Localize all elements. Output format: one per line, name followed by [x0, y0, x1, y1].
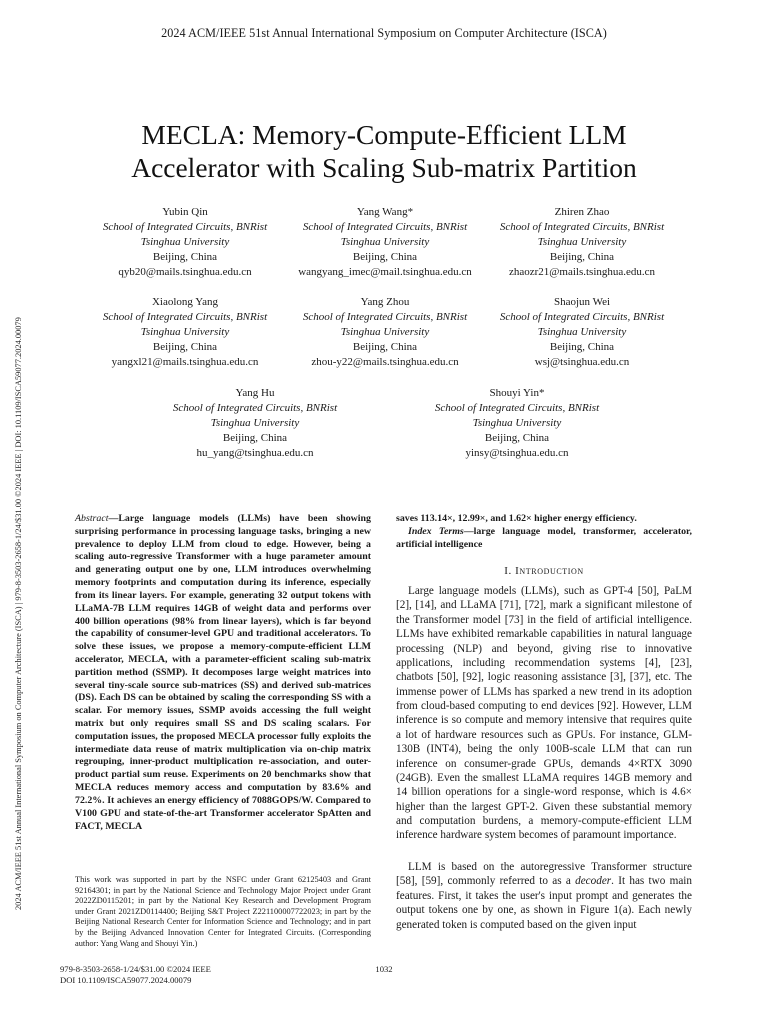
intro-p2-emphasis: decoder [575, 875, 612, 888]
author-name: Yang Zhou [360, 296, 410, 308]
author-block [80, 205, 290, 280]
author-affiliation: School of Integrated Circuits, BNRist [434, 402, 600, 414]
paper-title [60, 118, 708, 184]
author-email: zhou-y22@mails.tsinghua.edu.cn [311, 356, 459, 368]
abstract-label: Abstract [75, 513, 109, 524]
side-doi-strip: 2024 ACM/IEEE 51st Annual International Symposium on Computer Architecture (ISCA) | 979-8-3503-2658-1/24/$31.00 ©2024 IEEE | DOI: 10.1109/ISCA59077.2024.00079 [14, 317, 23, 910]
footer-doi: DOI 10.1109/ISCA59077.2024.00079 [60, 974, 192, 985]
author-affiliation: School of Integrated Circuits, BNRist [172, 402, 338, 414]
section-heading [396, 565, 692, 577]
author-block [280, 295, 490, 370]
intro-paragraph-1: Large language models (LLMs), such as GPT-4 [50], PaLM [2], [14], and LLaMA [71], [72], mark a significant milestone of the Transformer model [73] in the field of artificial intelligence. LLMs have exhibited remarkable capabilities in natural language processing (NLP) and beyond, giving rise to innovative applications, including recommendation systems [4], [23], chatbots [50], [92], logic reasoning assistance [3], [37], etc. The immense power of LLMs has sparked a new trend in its adoption from cloud-based computing to end devices [92]. However, LLM inference is so compute and memory intensive that requires quite a lot of hardware resources such as GPUs. For instance, GLM-130B (INT4), being the only 100B-scale LLM that can run inference on consumer-grade GPUs, demands 4×RTX 3090 (24GB). Even the smallest LLaMA requires 14GB memory and 14 billion operations for a single-word response, which is 4.6× higher than the largest GPT-2. Given these substantial memory and computation burdens, a memory-compute-efficient LLM inference hardware system becomes of paramount importance. [396, 585, 692, 842]
index-terms [396, 526, 692, 552]
author-email: hu_yang@tsinghua.edu.cn [196, 447, 314, 459]
author-affiliation: School of Integrated Circuits, BNRist [102, 221, 268, 233]
author-block [477, 295, 687, 370]
author-university: Tsinghua University [140, 326, 230, 338]
author-location: Beijing, China [152, 341, 218, 353]
author-block [412, 386, 622, 461]
author-affiliation: School of Integrated Circuits, BNRist [102, 311, 268, 323]
author-affiliation: School of Integrated Circuits, BNRist [499, 311, 665, 323]
title-line-1: MECLA: Memory-Compute-Efficient LLM [141, 119, 627, 150]
intro-p2-text-end: . It has two main features. First, it takes the user's input prompt and generates the output tokens one by one, as shown in Figure 1(a). Each newly generated token is computed based on the given input [396, 875, 692, 931]
author-email: qyb20@mails.tsinghua.edu.cn [118, 266, 252, 278]
author-name: Yang Hu [235, 387, 275, 399]
author-university: Tsinghua University [537, 326, 627, 338]
author-affiliation: School of Integrated Circuits, BNRist [302, 221, 468, 233]
author-name: Yubin Qin [162, 206, 208, 218]
page-number: 1032 [375, 964, 393, 974]
section-number: I. [504, 565, 512, 577]
conference-header: 2024 ACM/IEEE 51st Annual International Symposium on Computer Architecture (ISCA) [161, 26, 607, 40]
author-university: Tsinghua University [210, 417, 300, 429]
section-title: Introduction [515, 565, 584, 577]
abstract [75, 513, 371, 833]
author-location: Beijing, China [152, 251, 218, 263]
author-university: Tsinghua University [340, 326, 430, 338]
abstract-continuation: saves 113.14×, 12.99×, and 1.62× higher energy efficiency. [396, 513, 637, 524]
funding-footnote: This work was supported in part by the NSFC under Grant 62125403 and Grant 92164301; in part by the National Science and Technology Major Project under Grant 2022ZD0115201; in part by the National Key Research and Development Program under Grant 2021ZD0114400; Beijing S&T Project Z221100007722023; in part by the Beijing National Research Center for Information Science and Technology; and in part by the Beijing Advanced Innovation Center for Integrated Circuits. (Corresponding author: Yang Wang and Shouyi Yin.) [75, 875, 371, 948]
author-affiliation: School of Integrated Circuits, BNRist [499, 221, 665, 233]
author-university: Tsinghua University [537, 236, 627, 248]
author-name: Xiaolong Yang [151, 296, 218, 308]
author-location: Beijing, China [352, 341, 418, 353]
index-terms-body: —large language model, transformer, accelerator, artificial intelligence [396, 526, 693, 550]
title-line-2: Accelerator with Scaling Sub-matrix Partition [131, 152, 637, 183]
author-location: Beijing, China [222, 432, 288, 444]
intro-paragraph-2 [396, 860, 692, 932]
author-university: Tsinghua University [472, 417, 562, 429]
author-email: wangyang_imec@mail.tsinghua.edu.cn [298, 266, 472, 278]
author-name: Yang Wang* [356, 206, 414, 218]
author-block [80, 295, 290, 370]
author-location: Beijing, China [549, 341, 615, 353]
author-block [150, 386, 360, 461]
author-name: Shouyi Yin* [489, 387, 545, 399]
author-block [280, 205, 490, 280]
author-location: Beijing, China [484, 432, 550, 444]
author-affiliation: School of Integrated Circuits, BNRist [302, 311, 468, 323]
author-location: Beijing, China [352, 251, 418, 263]
abstract-body: —Large language models (LLMs) have been showing surprising performance in processing language tasks, bringing a new prevalence to deploy LLM from cloud to edge. However, being a scaling auto-regressive Transformer with a huge parameter amount and generating output one by one, LLM introduces overwhelming memory footprints and computation during its inference, especially from its linear layers. For example, generating 32 output tokens with LLaMA-7B LLM requires 14GB of weight data and performs over 400 billion operations (98% from linear layers), which is far beyond the capability of consumer-level GPU and traditional accelerators. To solve these issues, we propose a memory-compute-efficient LLM accelerator, MECLA, with a parameter-efficient scaling sub-matrix partition method (SSMP). It decomposes large weight matrices into several tiny-scale source sub-matrices (SS) and derived sub-matrices (DS). Each DS can be obtained by scaling the corresponding SS with a scalar. For memory issues, SSMP avoids accessing the full weight matrix but only requires small SS and DS scaling scalars. For computation issues, the proposed MECLA processor fully exploits the intermediate data reuse of matrix multiplication via on-chip matrix regrouping, inner-product multiplication re-association, and outer-product partial sum reuse. Experiments on 20 benchmarks show that MECLA reduces memory access and computation by 83.6% and 72.2%. It achieves an energy efficiency of 7088GOPS/W. Compared to V100 GPU and state-of-the-art Transformer accelerator SpAtten and FACT, MECLA [75, 513, 371, 832]
index-terms-label: Index Terms [408, 526, 464, 537]
author-email: zhaozr21@mails.tsinghua.edu.cn [508, 266, 656, 278]
author-email: yangxl21@mails.tsinghua.edu.cn [111, 356, 259, 368]
author-university: Tsinghua University [140, 236, 230, 248]
author-name: Zhiren Zhao [554, 206, 610, 218]
author-name: Shaojun Wei [553, 296, 611, 308]
author-block [477, 205, 687, 280]
author-location: Beijing, China [549, 251, 615, 263]
footer-isbn: 979-8-3503-2658-1/24/$31.00 ©2024 IEEE [60, 964, 211, 974]
author-email: wsj@tsinghua.edu.cn [534, 356, 630, 368]
author-university: Tsinghua University [340, 236, 430, 248]
intro-p2-text: LLM is based on the autoregressive Transformer structure [58], [59], commonly referred to as a [396, 861, 692, 888]
author-email: yinsy@tsinghua.edu.cn [465, 447, 569, 459]
